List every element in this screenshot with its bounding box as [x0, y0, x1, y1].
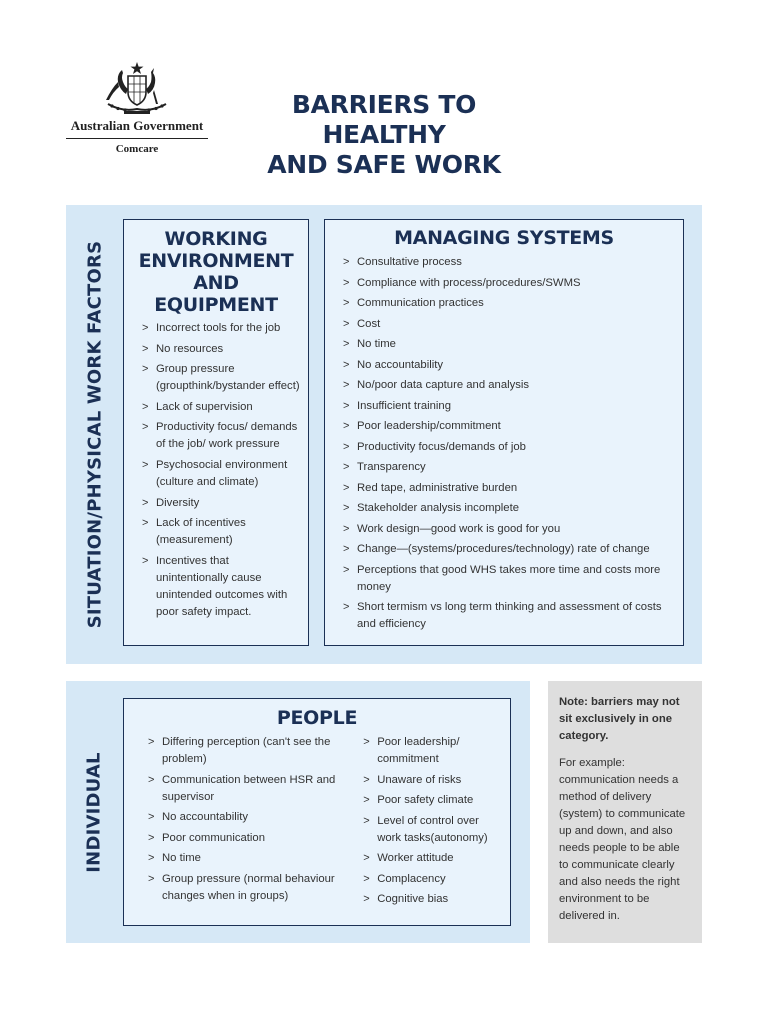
list-item: > No time: [148, 850, 353, 867]
list-item: > Poor leadership/ commitment: [363, 734, 502, 768]
list-item: > No accountability: [343, 357, 675, 374]
list-item: > Productivity focus/ demands of the job/ work pressure: [142, 419, 302, 453]
page-title: [228, 90, 540, 180]
list-item: > Lack of supervision: [142, 399, 302, 416]
list-item: > Level of control over work tasks(autonomy): [363, 813, 502, 847]
individual-section-label: [66, 681, 123, 943]
people-list-left: [148, 734, 363, 912]
list-item: > Psychosocial environment (culture and climate): [142, 457, 302, 491]
list-item: > Productivity focus/demands of job: [343, 439, 675, 456]
situation-label-text: SITUATION/PHYSICAL WORK FACTORS: [84, 240, 105, 629]
list-item: > Communication between HSR and supervisor: [148, 772, 353, 806]
page-title-line1: BARRIERS TO HEALTHY: [291, 90, 477, 149]
list-item: > Worker attitude: [363, 850, 502, 867]
people-columns: [148, 734, 502, 912]
list-item: > Stakeholder analysis incomplete: [343, 500, 675, 517]
logo-divider: [66, 138, 208, 139]
list-item: > Compliance with process/procedures/SWMS: [343, 275, 675, 292]
list-item: > Lack of incentives (measurement): [142, 515, 302, 549]
working-environment-heading-line1: WORKING: [164, 228, 268, 250]
list-item: > No/poor data capture and analysis: [343, 377, 675, 394]
situation-physical-panel: [66, 205, 702, 664]
list-item: > Red tape, administrative burden: [343, 480, 675, 497]
list-item: > Poor leadership/commitment: [343, 418, 675, 435]
working-environment-heading-line2: ENVIRONMENT: [138, 250, 294, 272]
situation-section-label: [66, 205, 123, 664]
people-list-right: [363, 734, 502, 912]
working-environment-box: [123, 219, 309, 646]
list-item: > Transparency: [343, 459, 675, 476]
individual-panel: [66, 681, 530, 943]
list-item: > Short termism vs long term thinking and assessment of costs and efficiency: [343, 599, 675, 633]
list-item: > Complacency: [363, 871, 502, 888]
list-item: > Incorrect tools for the job: [142, 320, 302, 337]
list-item: > Group pressure (normal behaviour changes when in groups): [148, 871, 353, 905]
individual-label-text: INDIVIDUAL: [84, 751, 105, 873]
list-item: > No accountability: [148, 809, 353, 826]
list-item: > Poor safety climate: [363, 792, 502, 809]
list-item: > Change—(systems/procedures/technology) rate of change: [343, 541, 675, 558]
list-item: > Communication practices: [343, 295, 675, 312]
working-environment-list: [142, 320, 302, 621]
government-name: Australian Government: [70, 118, 204, 133]
agency-name: Comcare: [115, 143, 159, 155]
list-item: > Differing perception (can't see the problem): [148, 734, 353, 768]
people-box: [123, 698, 511, 926]
list-item: > No time: [343, 336, 675, 353]
list-item: > Perceptions that good WHS takes more time and costs more money: [343, 562, 675, 596]
working-environment-heading: [130, 228, 302, 316]
list-item: > Cost: [343, 316, 675, 333]
managing-systems-heading: MANAGING SYSTEMS: [394, 227, 614, 249]
managing-systems-box: [324, 219, 684, 646]
list-item: > Diversity: [142, 495, 302, 512]
note-box: [548, 681, 702, 943]
list-item: > Incentives that unintentionally cause unintended outcomes with poor safety impact.: [142, 553, 302, 621]
people-heading: PEOPLE: [276, 707, 358, 729]
list-item: > Consultative process: [343, 254, 675, 271]
page-title-line2: AND SAFE WORK: [267, 150, 501, 179]
list-item: > Work design—good work is good for you: [343, 521, 675, 538]
australian-government-logo: [66, 60, 208, 155]
note-title: Note: barriers may not sit exclusively in one category.: [559, 696, 680, 742]
managing-systems-list: [343, 254, 675, 633]
working-environment-heading-line3: AND EQUIPMENT: [154, 272, 278, 316]
list-item: > Insufficient training: [343, 398, 675, 415]
list-item: > No resources: [142, 341, 302, 358]
note-body: For example: communication needs a method of delivery (system) to communicate up and down, and also needs people to be able to communicate clearly and also needs the right environment to be delivered in.: [559, 757, 686, 922]
list-item: > Poor communication: [148, 830, 353, 847]
list-item: > Group pressure (groupthink/bystander effect): [142, 361, 302, 395]
list-item: > Cognitive bias: [363, 891, 502, 908]
list-item: > Unaware of risks: [363, 772, 502, 789]
coat-of-arms-icon: [98, 60, 176, 116]
